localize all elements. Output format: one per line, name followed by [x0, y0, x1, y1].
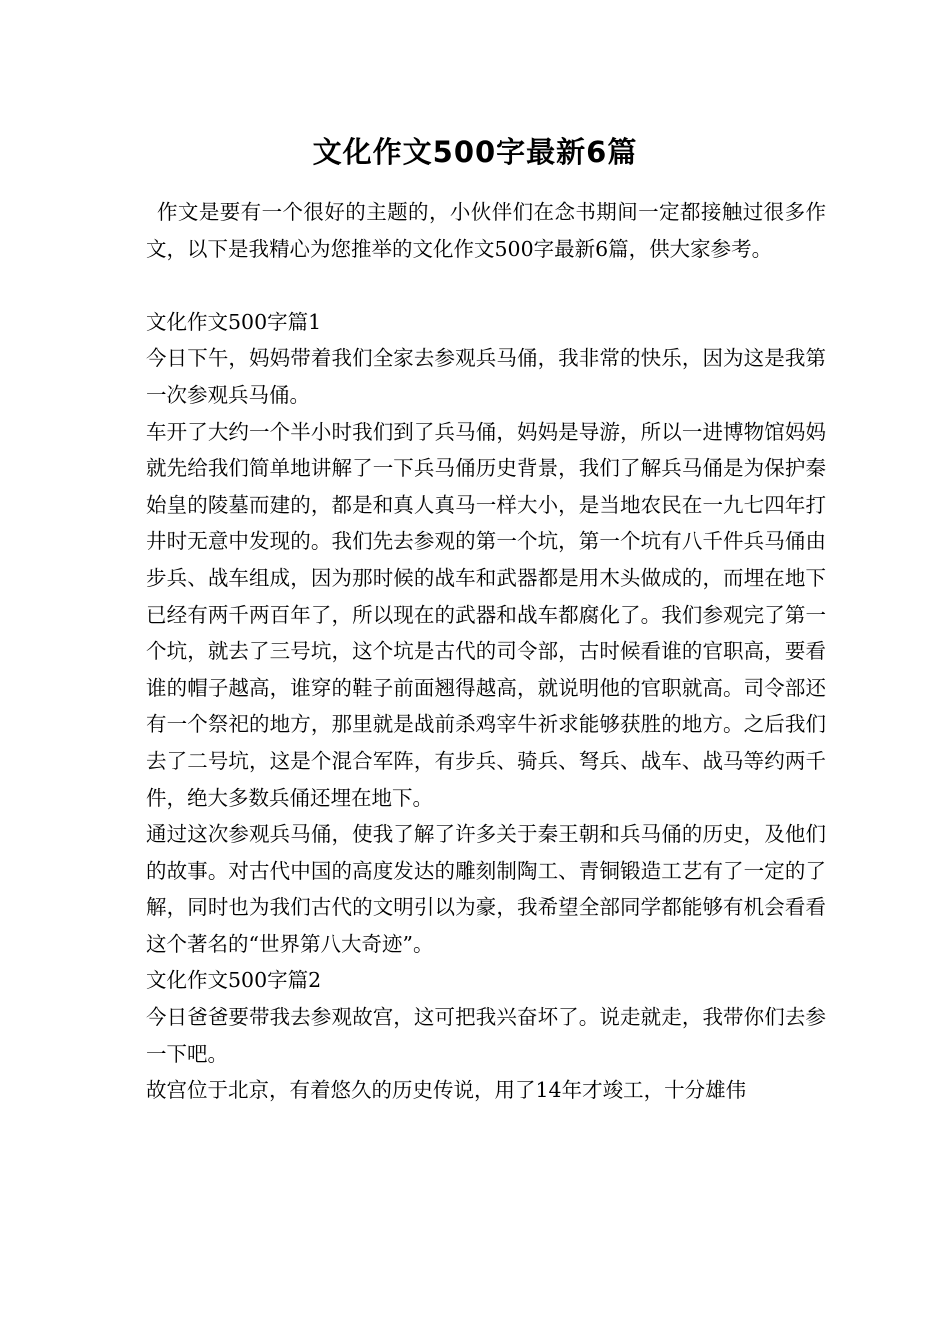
section-paragraph: 通过这次参观兵马俑，使我了解了许多关于秦王朝和兵马俑的历史，及他们的故事。对古代中国的高度发达的雕刻制陶工、青铜锻造工艺有了一定的了解，同时也为我们古代的文明引以为豪，我希望全部同学都能够有机会看看这个著名的“世界第八大奇迹”。 — [146, 822, 826, 956]
section-paragraph: 今日下午，妈妈带着我们全家去参观兵马俑，我非常的快乐，因为这是我第一次参观兵马俑。 — [146, 346, 826, 407]
section-heading: 文化作文500字篇2 — [146, 968, 322, 993]
document-title: 文化作文500字最新6篇 — [312, 135, 638, 169]
document-body — [146, 194, 826, 1109]
paragraph-spacer — [146, 267, 826, 304]
intro-paragraph: 作文是要有一个很好的主题的，小伙伴们在念书期间一定都接触过很多作文，以下是我精心为您推举的文化作文500字最新6篇，供大家参考。 — [146, 200, 826, 261]
section-paragraph: 车开了大约一个半小时我们到了兵马俑，妈妈是导游，所以一进博物馆妈妈就先给我们简单地讲解了一下兵马俑历史背景，我们了解兵马俑是为保护秦始皇的陵墓而建的，都是和真人真马一样大小，是当地农民在一九七四年打井时无意中发现的。我们先去参观的第一个坑，第一个坑有八千件兵马俑由步兵、战车组成，因为那时候的战车和武器都是用木头做成的，而埋在地下已经有两千两百年了，所以现在的武器和战车都腐化了。我们参观完了第一个坑，就去了三号坑，这个坑是古代的司令部，古时候看谁的官职高，要看谁的帽子越高，谁穿的鞋子前面翘得越高，就说明他的官职就高。司令部还有一个祭祀的地方，那里就是战前杀鸡宰牛祈求能够获胜的地方。之后我们去了二号坑，这是个混合军阵，有步兵、骑兵、弩兵、战车、战马等约两千件，绝大多数兵俑还埋在地下。 — [146, 419, 826, 810]
section-paragraph: 今日爸爸要带我去参观故宫，这可把我兴奋坏了。说走就走，我带你们去参一下吧。 — [146, 1005, 826, 1066]
section-paragraph: 故宫位于北京，有着悠久的历史传说，用了14年才竣工，十分雄伟 — [146, 1078, 747, 1103]
section-heading: 文化作文500字篇1 — [146, 309, 322, 334]
